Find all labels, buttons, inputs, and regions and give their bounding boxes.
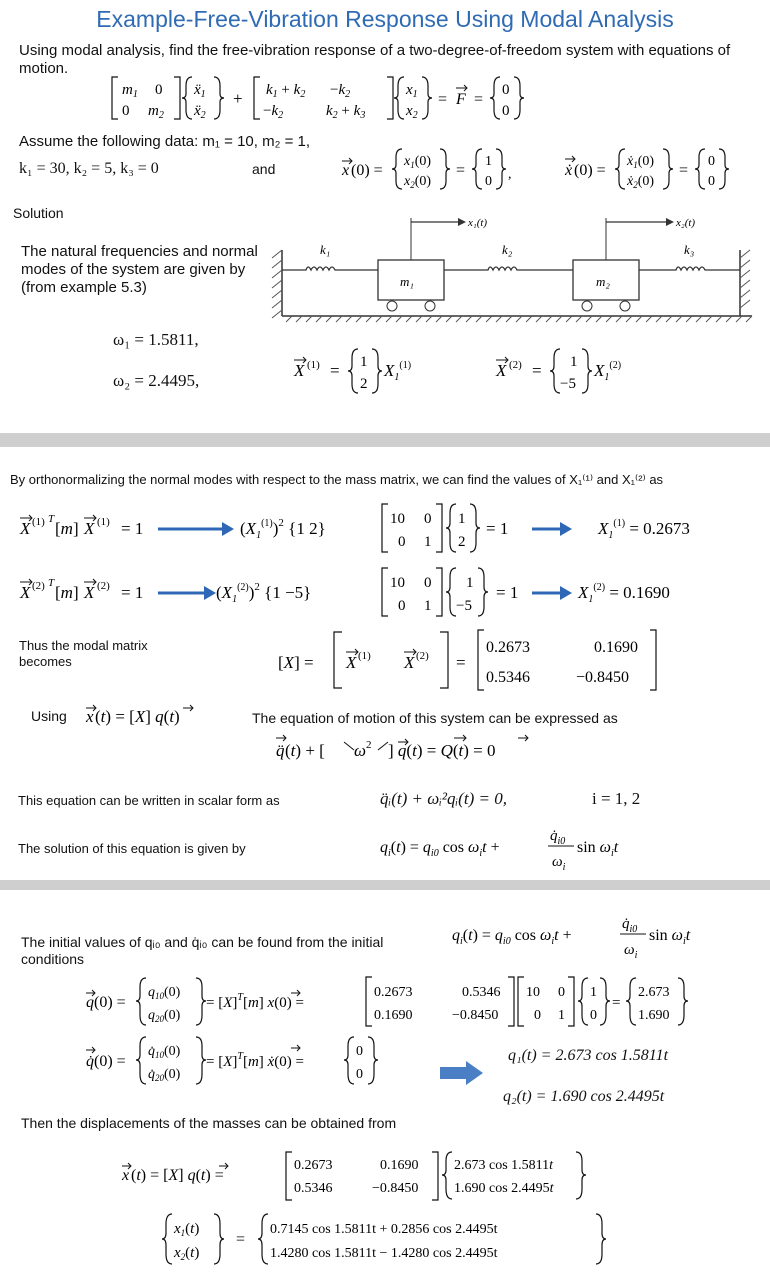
scalar-index: i = 1, 2 bbox=[592, 789, 641, 808]
svg-text:ω2: $\omega^2$ bbox=[354, 739, 372, 760]
section-divider-1 bbox=[0, 433, 770, 447]
svg-text:x2(t): $x_2(t)$ bbox=[174, 1245, 200, 1262]
svg-text:= 1: = 1 bbox=[496, 583, 519, 602]
modal-solution-eq bbox=[378, 820, 658, 872]
svg-text:−k2: $-k_2$ bbox=[263, 103, 284, 121]
svg-text:q̇10(0): $q̇_{10}(0)$ bbox=[148, 1044, 181, 1060]
svg-text:ẋ1(0): ẋ$_1$(0) bbox=[627, 154, 655, 170]
modal-solution-eq-repeat bbox=[450, 908, 730, 960]
spring-mass-diagram bbox=[268, 212, 758, 324]
svg-text:1.690 cos 2.4495t: 1.690 cos 2.4495t bbox=[454, 1181, 554, 1196]
solution-label: Solution bbox=[13, 205, 64, 221]
svg-text:q̇i0: $q̇_{i0}$ bbox=[550, 828, 566, 847]
omega2-value: ω₂ = 2.4495, bbox=[113, 371, 200, 390]
svg-text:qi(t) = qi0 cos ωit +: $q_i(t) = q_{i0}$ $\cos \omega_it$ + bbox=[380, 839, 500, 859]
svg-text:ωi: $\omega_i$ bbox=[624, 942, 638, 960]
svg-text:q̈: q̈ bbox=[276, 741, 285, 760]
equation-of-motion bbox=[100, 74, 570, 122]
final-x1: 0.7145 cos 1.5811t + 0.2856 cos 2.4495t bbox=[270, 1222, 498, 1237]
svg-text:0: 0 bbox=[398, 598, 406, 614]
svg-text:1.690: 1.690 bbox=[638, 1008, 670, 1023]
svg-text:=: = bbox=[236, 1231, 246, 1248]
m1-label: m₁ bbox=[400, 274, 414, 289]
svg-text:q20(0): $q_{20}(0)$ bbox=[148, 1008, 181, 1024]
svg-text:1: 1 bbox=[424, 598, 432, 614]
svg-text:(0) =: (0) = bbox=[351, 162, 383, 179]
svg-text:(1): (1) bbox=[358, 650, 371, 662]
svg-text:[m]: [m] bbox=[55, 583, 79, 602]
svg-text:x: x bbox=[342, 162, 350, 179]
svg-text:0: 0 bbox=[485, 174, 492, 189]
svg-text:1: 1 bbox=[590, 985, 597, 1000]
svg-text:0.2673: 0.2673 bbox=[374, 985, 413, 1000]
natural-frequencies-text: The natural frequencies and normal modes of the system are given by (from example 5.3) bbox=[21, 243, 258, 296]
svg-text:=: = bbox=[532, 361, 542, 380]
svg-text:ẍ1: ẍ$_1$ bbox=[194, 82, 206, 100]
k2-label: k₂ bbox=[502, 242, 513, 257]
svg-text:X: X bbox=[20, 583, 31, 602]
modal-m12: 0.1690 bbox=[594, 639, 638, 656]
svg-text:,: , bbox=[508, 167, 512, 182]
svg-text:0: 0 bbox=[356, 1044, 363, 1059]
svg-text:0.1690: 0.1690 bbox=[374, 1008, 413, 1023]
svg-text:0.1690: 0.1690 bbox=[380, 1158, 419, 1173]
modal-m22: −0.8450 bbox=[576, 669, 630, 686]
svg-text:(0) =: (0) = bbox=[94, 994, 126, 1011]
svg-text:= [X]T[m] ẋ(0) =: = $[X]^T[m]$ ẋ(0) = bbox=[206, 1051, 304, 1070]
svg-text:= 1: = 1 bbox=[486, 519, 509, 538]
svg-text:10: 10 bbox=[390, 575, 405, 591]
svg-text:−5: −5 bbox=[456, 598, 472, 614]
svg-text:1: 1 bbox=[558, 1008, 565, 1023]
svg-text:(X1(1))2 {1 2}: $(X_1^{(1)})^2$ {1 2} bbox=[240, 517, 326, 541]
svg-text:(X1(2))2 {1 −5}: $(X_1^{(2)})^2$ {1 −5} bbox=[216, 581, 312, 605]
orthonormalize-text: By orthonormalizing the normal modes with respect to the mass matrix, we can find the values of X₁⁽¹⁾ and X₁⁽²⁾ as bbox=[10, 472, 664, 487]
initial-values-text: The initial values of qᵢ₀ and q̇ᵢ₀ can be found from the initial conditions bbox=[21, 934, 384, 967]
using-label: Using bbox=[31, 708, 67, 724]
svg-text:10: 10 bbox=[526, 985, 540, 1000]
svg-text:q: q bbox=[86, 994, 94, 1011]
svg-text:X: X bbox=[346, 653, 357, 672]
svg-text:q̇: q̇ bbox=[86, 1053, 94, 1070]
initial-displacement-eq bbox=[340, 146, 545, 192]
svg-text:0: 0 bbox=[122, 103, 130, 119]
svg-text:x1: $x_1$ bbox=[406, 82, 418, 100]
svg-text:x1(0): $x_1(0)$ bbox=[404, 154, 432, 170]
scalar-eq: q̈ᵢ(t) + ωᵢ²qᵢ(t) = 0, bbox=[380, 789, 507, 808]
svg-text:1: 1 bbox=[458, 511, 466, 527]
q0-equation bbox=[84, 975, 724, 1029]
svg-text:2.673: 2.673 bbox=[638, 985, 670, 1000]
modal-matrix-eq bbox=[276, 628, 666, 692]
orthonormal-eq-2 bbox=[18, 564, 763, 620]
modal-eom-eq bbox=[274, 732, 574, 766]
displacements-text: Then the displacements of the masses can be obtained from bbox=[21, 1115, 397, 1131]
svg-text:0.2673: 0.2673 bbox=[294, 1158, 333, 1173]
svg-text:F: F bbox=[456, 91, 466, 108]
svg-text:q̇20(0): $q̇_{20}(0)$ bbox=[148, 1067, 181, 1083]
svg-text:k1 + k2: $k_1 + k_2$ bbox=[266, 82, 306, 100]
svg-text:(2): (2) bbox=[416, 650, 429, 662]
mode-shape-2 bbox=[494, 346, 664, 396]
svg-text:m1: $m_1$ bbox=[122, 82, 138, 100]
svg-text:q̇i0: $q̇_{i0}$ bbox=[622, 916, 638, 935]
svg-text:[X] =: [X] = bbox=[278, 653, 314, 672]
svg-text:=: = bbox=[456, 653, 466, 672]
svg-text:0.5346: 0.5346 bbox=[462, 985, 501, 1000]
svg-text:qi(t) = qi0 cos ωit +: $q_i(t) = q_{i0}$ $\cos \omega_it$ + bbox=[452, 927, 572, 947]
svg-text:T: T bbox=[48, 577, 55, 589]
svg-text:0: 0 bbox=[708, 154, 715, 169]
svg-text:X1(1): $X_1^{(1)}$ bbox=[384, 360, 412, 383]
solution-given-text: The solution of this equation is given by bbox=[18, 841, 246, 856]
svg-text:(t) = [X] q(t) =: (t) = [X] q(t) = bbox=[131, 1167, 224, 1184]
svg-text:(t) = [X] q(t): (t) = [X] q(t) bbox=[95, 707, 180, 726]
result-arrow bbox=[440, 1060, 484, 1086]
svg-text:q10(0): $q_{10}(0)$ bbox=[148, 985, 181, 1001]
stiffness-values: k₁ = 30, k₂ = 5, k₃ = 0 bbox=[19, 160, 159, 177]
svg-text:(0) =: (0) = bbox=[574, 162, 606, 179]
svg-text:=: = bbox=[474, 91, 484, 108]
svg-text:x1(t): $x_1(t)$ bbox=[174, 1221, 200, 1238]
svg-text:= 1: = 1 bbox=[121, 519, 144, 538]
mode-shape-1 bbox=[292, 346, 462, 396]
final-x2: 1.4280 cos 1.5811t − 1.4280 cos 2.4495t bbox=[270, 1246, 498, 1261]
svg-text:0: 0 bbox=[502, 103, 510, 119]
svg-text:ωi: $\omega_i$ bbox=[552, 854, 566, 872]
svg-text:X1(2): $X_1^{(2)}$ bbox=[594, 360, 622, 383]
x1-label: x₁(t) bbox=[468, 217, 488, 229]
svg-text:] q(t) = Q(t) = 0: ] q(t) = Q(t) = 0 bbox=[388, 741, 496, 760]
modal-matrix-text: Thus the modal matrix becomes bbox=[19, 638, 148, 669]
eom-expressed-text: The equation of motion of this system can be expressed as bbox=[252, 710, 618, 726]
svg-text:0: 0 bbox=[590, 1008, 597, 1023]
k1-label: k₁ bbox=[320, 242, 331, 257]
final-displacement-eq bbox=[160, 1212, 620, 1268]
section-divider-2 bbox=[0, 880, 770, 890]
q1-solution: q₁(t) = 2.673 cos 1.5811t bbox=[508, 1047, 669, 1064]
svg-text:2.673 cos 1.5811t: 2.673 cos 1.5811t bbox=[454, 1158, 554, 1173]
svg-text:(2): (2) bbox=[32, 580, 45, 592]
svg-text:X: X bbox=[294, 361, 305, 380]
modal-m11: 0.2673 bbox=[486, 639, 530, 656]
svg-text:(0) =: (0) = bbox=[94, 1053, 126, 1070]
svg-text:ẋ2(0): ẋ$_2$(0) bbox=[627, 174, 655, 190]
svg-text:x: x bbox=[122, 1167, 130, 1184]
svg-text:[m]: [m] bbox=[55, 519, 79, 538]
svg-text:1: 1 bbox=[485, 154, 492, 169]
svg-text:0: 0 bbox=[356, 1067, 363, 1082]
svg-text:−k2: $-k_2$ bbox=[330, 82, 351, 100]
and-label: and bbox=[252, 161, 276, 177]
svg-text:= [X]T[m] x(0) =: = $[X]^T[m] x(0)$ = bbox=[206, 992, 304, 1011]
q2-solution: q₂(t) = 1.690 cos 2.4495t bbox=[503, 1088, 665, 1105]
svg-text:10: 10 bbox=[390, 511, 405, 527]
svg-text:=: = bbox=[438, 91, 448, 108]
svg-text:(1): (1) bbox=[97, 516, 110, 528]
assume-text bbox=[19, 133, 310, 151]
svg-text:(2): (2) bbox=[509, 359, 522, 371]
svg-text:sin ωit: $\sin \omega_it$ bbox=[577, 839, 619, 859]
svg-text:−0.8450: −0.8450 bbox=[372, 1181, 419, 1196]
initial-velocity-eq bbox=[563, 146, 768, 192]
svg-text:2: 2 bbox=[360, 376, 368, 392]
assume-label: Assume the following data: m₁ = 10, m₂ = 1, bbox=[19, 133, 311, 150]
svg-text:0: 0 bbox=[534, 1008, 541, 1023]
svg-text:(1): (1) bbox=[32, 516, 45, 528]
m2-label: m₂ bbox=[596, 274, 610, 289]
svg-text:0.5346: 0.5346 bbox=[294, 1181, 333, 1196]
svg-text:−5: −5 bbox=[560, 376, 576, 392]
svg-text:X: X bbox=[84, 519, 95, 538]
svg-text:0: 0 bbox=[155, 82, 163, 98]
svg-text:1: 1 bbox=[570, 354, 578, 370]
svg-text:1: 1 bbox=[424, 534, 432, 550]
svg-text:sin ωit: $\sin \omega_it$ bbox=[649, 927, 691, 947]
svg-text:0: 0 bbox=[424, 575, 432, 591]
svg-text:k2 + k3: $k_2 + k_3$ bbox=[326, 103, 366, 121]
svg-text:X: X bbox=[496, 361, 507, 380]
x2-label: x₂(t) bbox=[676, 217, 696, 229]
svg-text:x2(0): $x_2(0)$ bbox=[404, 174, 432, 190]
orthonormal-eq-1 bbox=[18, 500, 763, 556]
scalar-form-text: This equation can be written in scalar form as bbox=[18, 793, 280, 808]
svg-text:0: 0 bbox=[558, 985, 565, 1000]
svg-text:−0.8450: −0.8450 bbox=[452, 1008, 499, 1023]
svg-text:ẍ2: ẍ$_2$ bbox=[194, 103, 206, 121]
modal-m21: 0.5346 bbox=[486, 669, 530, 686]
page-title: Example-Free-Vibration Response Using Modal Analysis bbox=[96, 6, 674, 32]
svg-text:=: = bbox=[456, 162, 466, 179]
svg-text:1: 1 bbox=[360, 354, 368, 370]
qdot0-equation bbox=[84, 1034, 414, 1088]
svg-text:X1(1) = 0.2673: $X_1^{(1)} = 0.2673$ bbox=[598, 518, 690, 541]
svg-text:x2: $x_2$ bbox=[406, 103, 418, 121]
svg-text:0: 0 bbox=[502, 82, 510, 98]
svg-text:X: X bbox=[84, 583, 95, 602]
svg-text:0: 0 bbox=[424, 511, 432, 527]
svg-text:(t) + [: (t) + [ bbox=[285, 741, 325, 760]
svg-text:ẋ: ẋ bbox=[565, 162, 573, 179]
svg-text:0: 0 bbox=[398, 534, 406, 550]
svg-text:T: T bbox=[48, 513, 55, 525]
displacement-matrix-eq bbox=[120, 1150, 610, 1202]
problem-intro: Using modal analysis, find the free-vibration response of a two-degree-of-freedom system with equations of motion. bbox=[19, 42, 731, 77]
svg-text:X: X bbox=[20, 519, 31, 538]
svg-text:m2: $m_2$ bbox=[148, 103, 164, 121]
svg-text:=: = bbox=[679, 162, 689, 179]
k3-label: k₃ bbox=[684, 242, 695, 257]
omega1-value: ω₁ = 1.5811, bbox=[113, 330, 199, 349]
coordinate-transform-eq bbox=[84, 700, 234, 730]
svg-text:X1(2) = 0.1690: $X_1^{(2)} = 0.1690$ bbox=[578, 582, 670, 605]
svg-text:0: 0 bbox=[708, 174, 715, 189]
svg-text:(1): (1) bbox=[307, 359, 320, 371]
svg-text:X: X bbox=[404, 653, 415, 672]
svg-text:+: + bbox=[233, 89, 243, 108]
svg-text:=: = bbox=[612, 995, 621, 1011]
svg-text:=: = bbox=[330, 361, 340, 380]
svg-text:= 1: = 1 bbox=[121, 583, 144, 602]
svg-text:x: x bbox=[86, 707, 94, 726]
svg-text:(2): (2) bbox=[97, 580, 110, 592]
svg-text:1: 1 bbox=[466, 575, 474, 591]
svg-text:2: 2 bbox=[458, 534, 466, 550]
